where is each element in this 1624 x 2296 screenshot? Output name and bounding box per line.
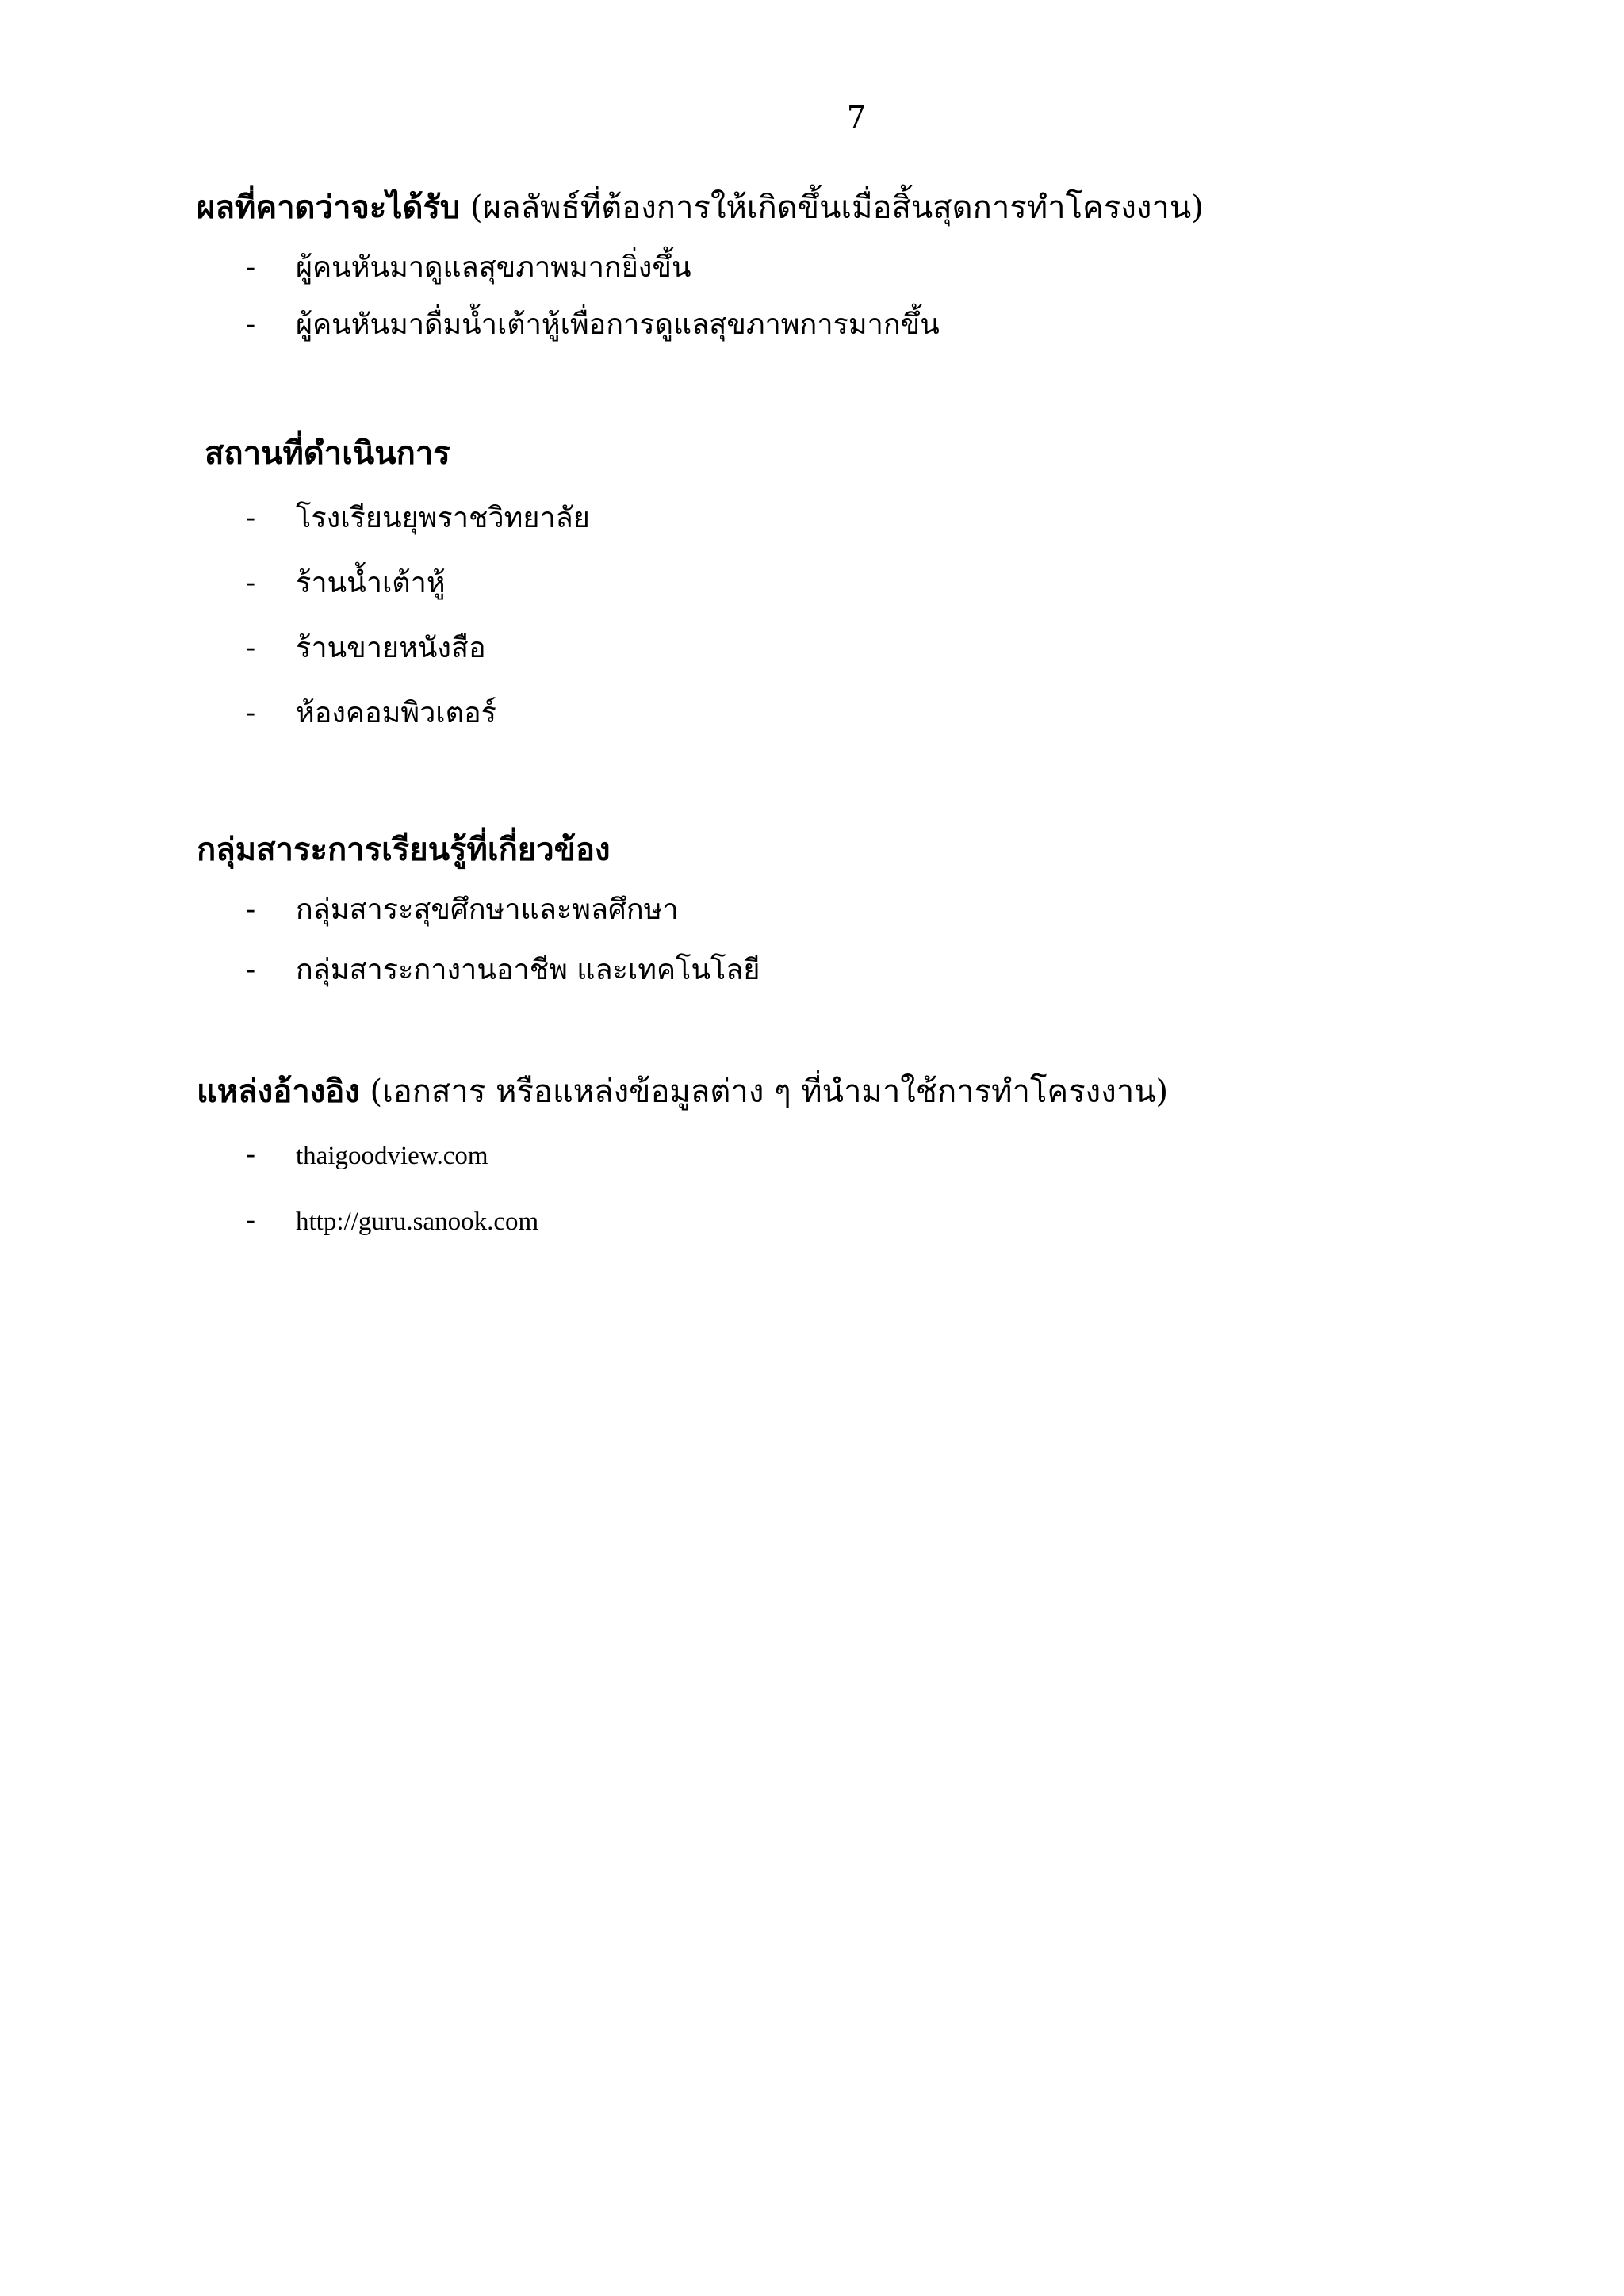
bullet-dash: - [246,567,256,599]
references-title: แหล่งอ้างอิง [197,1073,360,1110]
references-note: (เอกสาร หรือแหล่งข้อมูลต่าง ๆ ที่นำมาใช้การทำโครงงาน) [370,1073,1169,1110]
references-list [197,1131,1545,1246]
list-item-text: กลุ่มสาระกางานอาชีพ และเทคโนโลยี [296,954,760,986]
list-item-text: กลุ่มสาระสุขศึกษาและพลศึกษา [296,894,679,926]
bullet-dash: - [246,502,256,534]
page-number: 7 [846,100,867,135]
bullet-dash: - [246,308,256,341]
list-item [197,947,1545,994]
location-heading [205,428,1553,479]
bullet-dash: - [246,1204,256,1237]
references-section [197,1066,1545,1246]
list-item [197,886,1545,934]
references-heading [197,1066,1545,1117]
list-item [197,1197,1545,1246]
bullet-dash: - [246,1138,256,1171]
location-title: สถานที่ดำเนินการ [205,434,450,472]
bullet-dash: - [246,954,256,986]
list-item-text: ผู้คนหันมาดื่มน้ำเต้าหู้เพื่อการดูแลสุขภาพการมากขึ้น [296,308,940,341]
list-item [197,625,1545,672]
expected-results-note: (ผลลัพธ์ที่ต้องการให้เกิดขึ้นเมื่อสิ้นสุดการทำโครงงาน) [470,189,1204,226]
bullet-dash: - [246,894,256,926]
location-section [205,428,1553,737]
list-item-text: โรงเรียนยุพราชวิทยาลัย [296,502,590,534]
list-item-text: ร้านขายหนังสือ [296,632,486,664]
bullet-dash: - [246,251,256,284]
subjects-section [197,825,1545,994]
reference-link: http://guru.sanook.com [296,1207,539,1236]
list-item-text: ห้องคอมพิวเตอร์ [296,697,496,729]
list-item [197,690,1545,737]
expected-results-list [197,244,1545,349]
list-item-text: ร้านน้ำเต้าหู้ [296,567,446,599]
expected-results-heading [197,182,1545,233]
expected-results-section [197,182,1545,349]
subjects-heading [197,825,1545,875]
list-item [197,1131,1545,1180]
subjects-title: กลุ่มสาระการเรียนรู้ที่เกี่ยวข้อง [197,831,611,868]
expected-results-title: ผลที่คาดว่าจะได้รับ [197,189,461,226]
list-item-text: ผู้คนหันมาดูแลสุขภาพมากยิ่งขึ้น [296,251,691,284]
list-item [197,495,1545,542]
list-item [197,244,1545,292]
list-item [197,301,1545,349]
bullet-dash: - [246,632,256,664]
subjects-list [197,886,1545,994]
location-list [205,495,1553,737]
bullet-dash: - [246,697,256,729]
list-item [197,560,1545,607]
reference-link: thaigoodview.com [296,1142,488,1170]
